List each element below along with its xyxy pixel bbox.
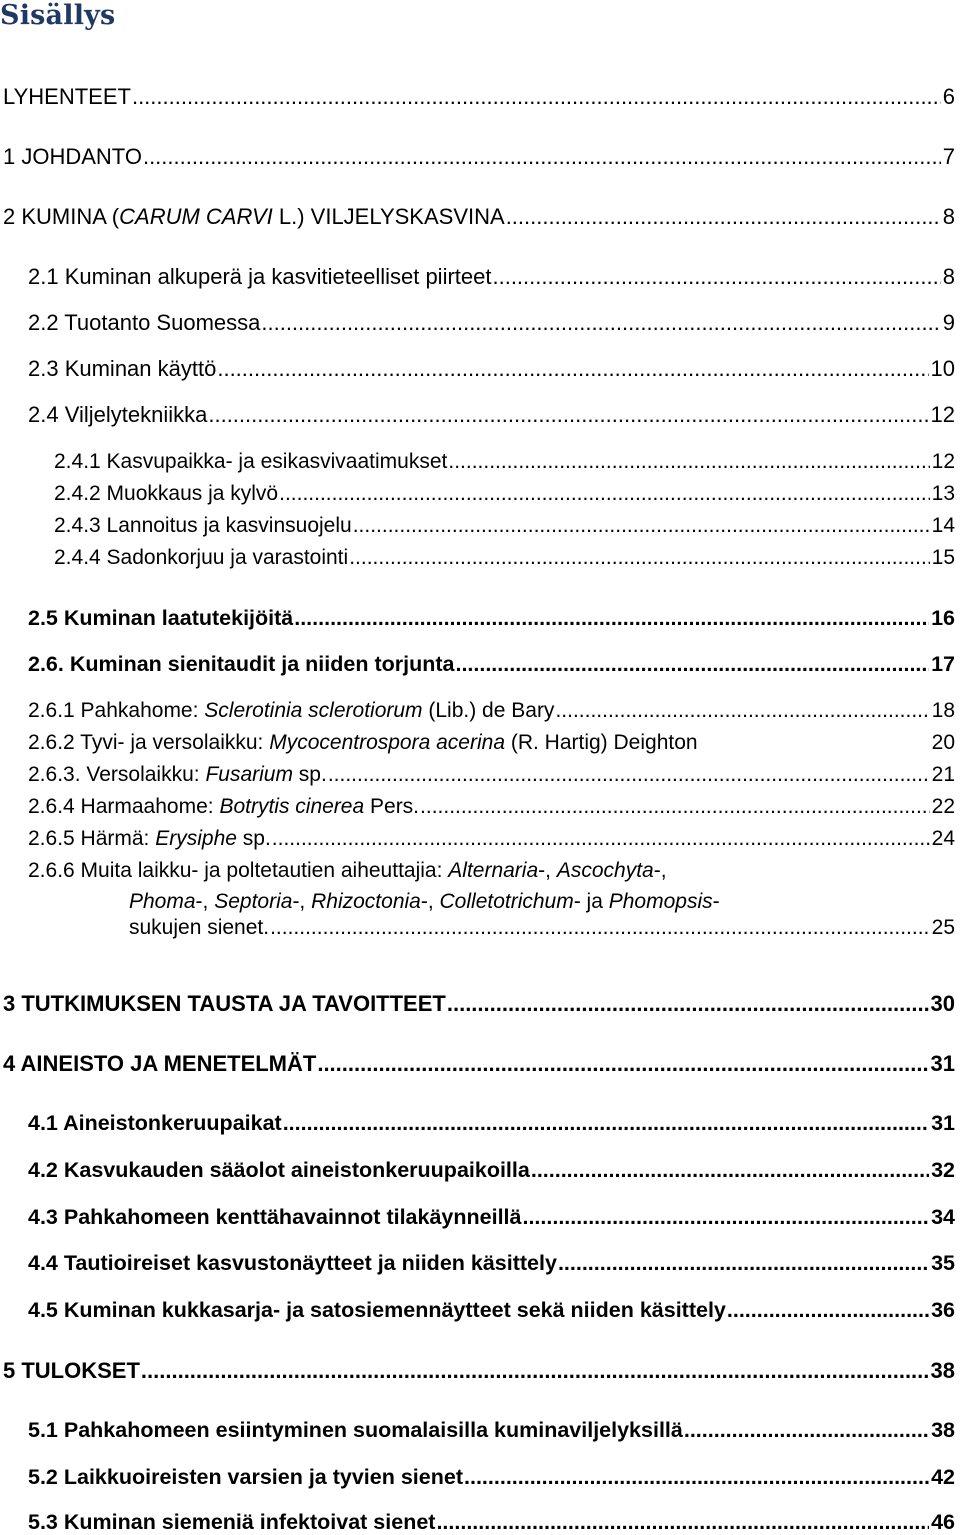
toc-entry-text: 5 TULOKSET (3, 1358, 140, 1383)
toc-page-number: 9 (942, 310, 955, 335)
toc-entry-text: 4.5 Kuminan kukkasarja- ja satosiemennäytteet sekä niiden käsittely (28, 1298, 726, 1322)
toc-entry-5-3[interactable] (28, 1510, 955, 1535)
toc-page-number: 31 (931, 1111, 955, 1135)
toc-entry-kumina-viljelyskasvina[interactable] (3, 204, 955, 230)
toc-page-number: 13 (931, 482, 955, 505)
dot-leader (522, 1205, 929, 1230)
toc-page-number: 34 (931, 1205, 955, 1229)
dot-leader (141, 1358, 929, 1384)
toc-entry-text: 2.6.1 Pahkahome: Sclerotinia sclerotiorum (Lib.) de Bary (28, 699, 555, 722)
toc-entry-2-3[interactable] (28, 356, 955, 382)
toc-page-number: 8 (942, 204, 955, 229)
toc-entry-text: 2.4.1 Kasvupaikka- ja esikasvivaatimukset (54, 450, 448, 473)
toc-page-number: 21 (931, 763, 955, 786)
dot-leader (464, 1465, 929, 1490)
dot-leader (447, 991, 929, 1017)
toc-entry-2-5[interactable] (28, 606, 955, 631)
dot-leader (283, 1111, 929, 1136)
toc-entry-text: LYHENTEET (3, 84, 131, 109)
dot-leader (270, 916, 930, 940)
toc-entry-text: 2.3 Kuminan käyttö (28, 356, 217, 381)
toc-page-number: 32 (931, 1158, 955, 1182)
toc-page-number: 36 (931, 1298, 955, 1322)
toc-entry-2-4-2[interactable] (54, 482, 955, 506)
toc-page-number: 24 (931, 827, 955, 850)
toc-entry-5-1[interactable] (28, 1418, 955, 1443)
toc-page-number: 6 (942, 84, 955, 109)
dot-leader (208, 402, 928, 428)
toc-entry-text: 2.6.5 Härmä: Erysiphe sp. (28, 827, 271, 850)
dot-leader (272, 827, 930, 851)
dot-leader (328, 763, 930, 787)
toc-entry-text: 2.2 Tuotanto Suomessa (28, 310, 261, 335)
toc-entry-text: 4.2 Kasvukauden sääolot aineistonkeruupaikoilla (28, 1158, 530, 1182)
dot-leader (506, 204, 941, 230)
dot-leader (436, 1510, 929, 1535)
toc-page-number: 15 (931, 546, 955, 569)
toc-page-number: 30 (930, 991, 955, 1016)
toc-entry-aineisto-ja-menetelmat[interactable] (3, 1051, 955, 1077)
toc-entry-text: 5.2 Laikkuoireisten varsien ja tyvien sienet (28, 1465, 463, 1489)
toc-entry-text: 4.1 Aineistonkeruupaikat (28, 1111, 282, 1135)
dot-leader (684, 1418, 929, 1443)
toc-entry-text: 2.6.2 Tyvi- ja versolaikku: Mycocentrospora acerina (R. Hartig) Deighton (28, 731, 698, 754)
toc-entry-2-2[interactable] (28, 310, 955, 336)
toc-page-number: 14 (931, 514, 955, 537)
toc-entry-2-6-5[interactable] (28, 827, 955, 851)
toc-page-number: 18 (931, 699, 955, 722)
toc-entry-4-1[interactable] (28, 1111, 955, 1136)
toc-page-number: 22 (931, 795, 955, 818)
dot-leader (349, 546, 929, 570)
dot-leader (279, 482, 930, 506)
toc-entry-4-5[interactable] (28, 1298, 955, 1323)
toc-entry-4-3[interactable] (28, 1205, 955, 1230)
toc-entry-line-1: 2.6.6 Muita laikku- ja poltetautien aiheuttajia: Alternaria-, Ascochyta-, (28, 859, 667, 882)
toc-page-number: 46 (931, 1510, 955, 1534)
dot-leader (448, 450, 929, 474)
toc-entry-4-2[interactable] (28, 1158, 955, 1183)
toc-entry-text: 2.4.4 Sadonkorjuu ja varastointi (54, 546, 349, 569)
toc-page-number: 35 (931, 1251, 955, 1275)
toc-entry-text: 2.6.4 Harmaahome: Botrytis cinerea Pers. (28, 795, 420, 818)
toc-entry-text: 5.1 Pahkahomeen esiintyminen suomalaisilla kuminaviljelyksillä (28, 1418, 683, 1442)
toc-entry-2-6[interactable] (28, 652, 955, 677)
toc-entry-2-6-4[interactable] (28, 795, 955, 819)
dot-leader (261, 310, 940, 336)
dot-leader (555, 699, 929, 723)
dot-leader (353, 514, 930, 538)
dot-leader (294, 606, 929, 631)
toc-entry-text: 2 KUMINA (CARUM CARVI L.) VILJELYSKASVINA (3, 204, 505, 229)
dot-leader (531, 1158, 929, 1183)
toc-entry-text: 4.3 Pahkahomeen kenttähavainnot tilakäynneillä (28, 1205, 522, 1229)
toc-page-number: 10 (930, 356, 955, 381)
dot-leader (132, 84, 941, 110)
dot-leader (317, 1051, 928, 1077)
toc-page-number: 20 (931, 731, 955, 754)
toc-entry-johdanto[interactable] (3, 144, 955, 170)
toc-entry-2-6-2[interactable] (28, 731, 955, 755)
dot-leader (455, 652, 929, 677)
toc-entry-tulokset[interactable] (3, 1358, 955, 1384)
toc-entry-text: 2.5 Kuminan laatutekijöitä (28, 606, 294, 630)
toc-entry-text: 2.1 Kuminan alkuperä ja kasvitieteelliset piirteet (28, 264, 492, 289)
toc-entry-5-2[interactable] (28, 1465, 955, 1490)
dot-leader (727, 1298, 929, 1323)
toc-entry-text: 1 JOHDANTO (3, 144, 142, 169)
toc-entry-text: 2.6. Kuminan sienitaudit ja niiden torjunta (28, 652, 455, 676)
dot-leader (143, 144, 941, 170)
toc-entry-lyhenteet[interactable] (3, 84, 955, 110)
toc-entry-2-4-1[interactable] (54, 450, 955, 474)
toc-entry-2-4-3[interactable] (54, 514, 955, 538)
toc-entry-2-6-1[interactable] (28, 699, 955, 723)
toc-page-number: 38 (931, 1418, 955, 1442)
toc-page-number: 38 (930, 1358, 955, 1383)
toc-entry-2-1[interactable] (28, 264, 955, 290)
toc-entry-2-6-6[interactable] (28, 859, 955, 951)
toc-page-number: 7 (942, 144, 955, 169)
toc-entry-4-4[interactable] (28, 1251, 955, 1276)
toc-page-number: 16 (931, 606, 955, 630)
toc-entry-text: 2.4.2 Muokkaus ja kylvö (54, 482, 279, 505)
toc-page-number: 17 (931, 652, 955, 676)
toc-page-number: 8 (942, 264, 955, 289)
toc-entry-text: 2.4 Viljelytekniikka (28, 402, 208, 427)
toc-entry-tutkimuksen-tausta[interactable] (3, 991, 955, 1017)
toc-page-number: 42 (931, 1465, 955, 1489)
toc-entry-text: 3 TUTKIMUKSEN TAUSTA JA TAVOITTEET (3, 991, 446, 1016)
toc-entry-2-6-3[interactable] (28, 763, 955, 787)
toc-entry-text: 2.4.3 Lannoitus ja kasvinsuojelu (54, 514, 352, 537)
dot-leader (420, 795, 930, 819)
dot-leader (558, 1251, 929, 1276)
toc-page-number: 12 (930, 402, 955, 427)
dot-leader (217, 356, 928, 382)
toc-page-number: 12 (931, 450, 955, 473)
toc-entry-text: 4.4 Tautioireiset kasvustonäytteet ja niiden käsittely (28, 1251, 557, 1275)
toc-entry-line-3: sukujen sienet. ..... 25 (129, 916, 955, 940)
toc-page-number: 25 (931, 916, 955, 939)
toc-entry-text: 2.6.3. Versolaikku: Fusarium sp. (28, 763, 327, 786)
toc-entry-text: 5.3 Kuminan siemeniä infektoivat sienet (28, 1510, 436, 1534)
toc-entry-text: 4 AINEISTO JA MENETELMÄT (3, 1051, 317, 1076)
page-title: Sisällys (0, 0, 116, 31)
toc-entry-2-4-4[interactable] (54, 546, 955, 570)
toc-page-number: 31 (930, 1051, 955, 1076)
toc-entry-line-2: Phoma-, Septoria-, Rhizoctonia-, Colletotrichum- ja Phomopsis- (129, 890, 720, 913)
toc-entry-2-4[interactable] (28, 402, 955, 428)
dot-leader (492, 264, 940, 290)
